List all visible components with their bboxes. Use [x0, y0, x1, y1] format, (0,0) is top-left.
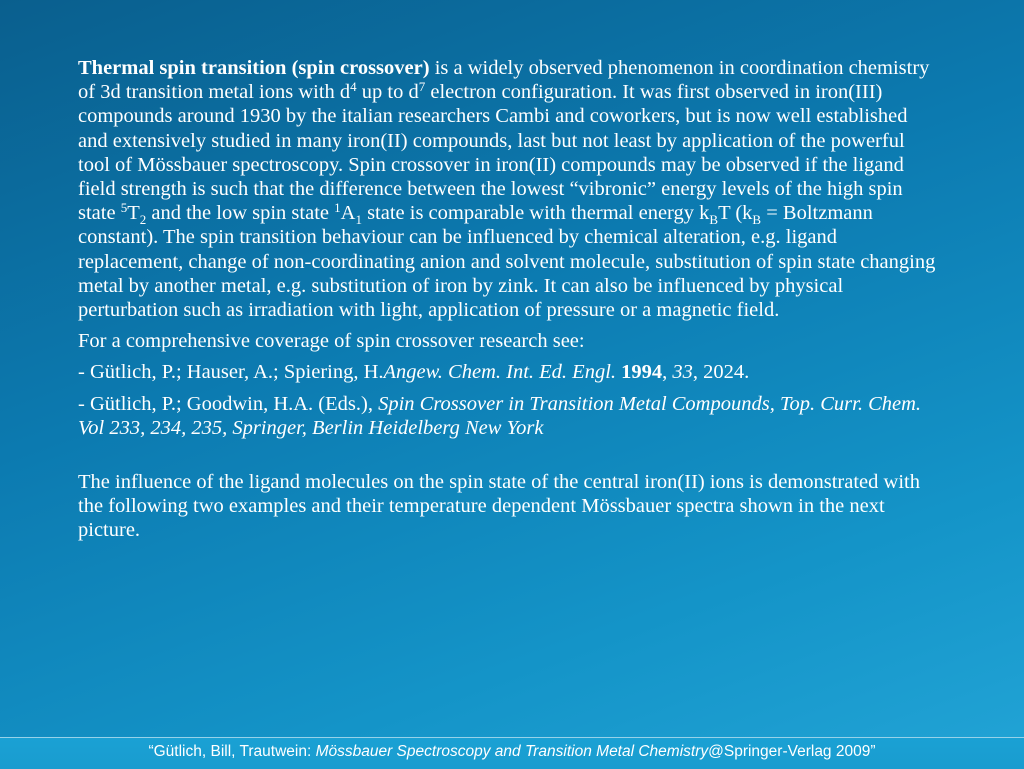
footer-book-title: Mössbauer Spectroscopy and Transition Metal Chemistry [315, 743, 709, 760]
superscript: 5 [120, 200, 128, 216]
footer-prefix: “Gütlich, Bill, Trautwein: [148, 743, 316, 760]
reference-title: Spin Crossover in Transition Metal Compounds, Top. Curr. Chem. Vol 233, 234, 235, Springer, Berlin Heidelberg New York [78, 392, 922, 439]
subscript: 2 [139, 212, 147, 228]
text-segment: T (k [718, 202, 753, 225]
intro-paragraph [78, 56, 940, 322]
text-segment: T [127, 202, 140, 225]
text-segment: electron configuration. It was first observed in iron(III) compounds around 1930 by the italian researchers Cambi and coworkers, but is now well established and extensively studied in many iron(II) compounds, last but not least by application of the powerful tool of Mössbauer spectroscopy. Spin crossover in iron(II) compounds may be observed if the ligand field strength is such that the difference between the lowest “vibronic” energy levels of the high spin state [78, 81, 908, 225]
subscript: B [709, 212, 719, 228]
text-segment: up to d [356, 81, 419, 104]
subscript: B [752, 212, 762, 228]
slide-body [78, 56, 940, 550]
text-segment: = Boltzmann constant). The spin transition behaviour can be influenced by chemical alteration, e.g. ligand replacement, change of non-coordinating anion and solvent molecule, substitution of spin state changing metal by another metal, e.g. substitution of iron by zink. It can also be influenced by physical perturbation such as irradiation with light, application of pressure or a magnetic field. [78, 202, 936, 322]
reference-1 [78, 360, 940, 384]
reference-volume: 33 [672, 361, 693, 384]
text-segment: A [340, 202, 356, 225]
reference-authors: - Gütlich, P.; Hauser, A.; Spiering, H. [78, 361, 384, 384]
text-segment: is a widely observed phenomenon in coordination chemistry of 3d transition metal ions with d [78, 57, 930, 104]
reference-2 [78, 392, 940, 440]
text-segment: and the low spin state [146, 202, 335, 225]
superscript: 4 [350, 79, 357, 95]
text-segment: state is comparable with thermal energy k [361, 202, 710, 225]
footer-citation [0, 737, 1024, 769]
subscript: 1 [355, 212, 362, 228]
footer-suffix: @Springer-Verlag 2009” [708, 743, 876, 760]
separator: , [662, 361, 673, 384]
bold-term: Thermal spin transition (spin crossover) [78, 57, 430, 79]
reference-pages: , 2024. [692, 361, 750, 384]
reference-journal: Angew. Chem. Int. Ed. Engl. [383, 361, 617, 384]
closing-paragraph: The influence of the ligand molecules on the spin state of the central iron(II) ions is demonstrated with the following two examples and their temperature dependent Mössbauer spectra shown in the next picture. [78, 471, 920, 542]
reference-year: 1994 [621, 361, 663, 384]
reference-authors: - Gütlich, P.; Goodwin, H.A. (Eds.), [78, 392, 379, 415]
superscript: 7 [418, 79, 426, 95]
superscript: 1 [334, 200, 341, 216]
coverage-intro: For a comprehensive coverage of spin crossover research see: [78, 330, 585, 353]
